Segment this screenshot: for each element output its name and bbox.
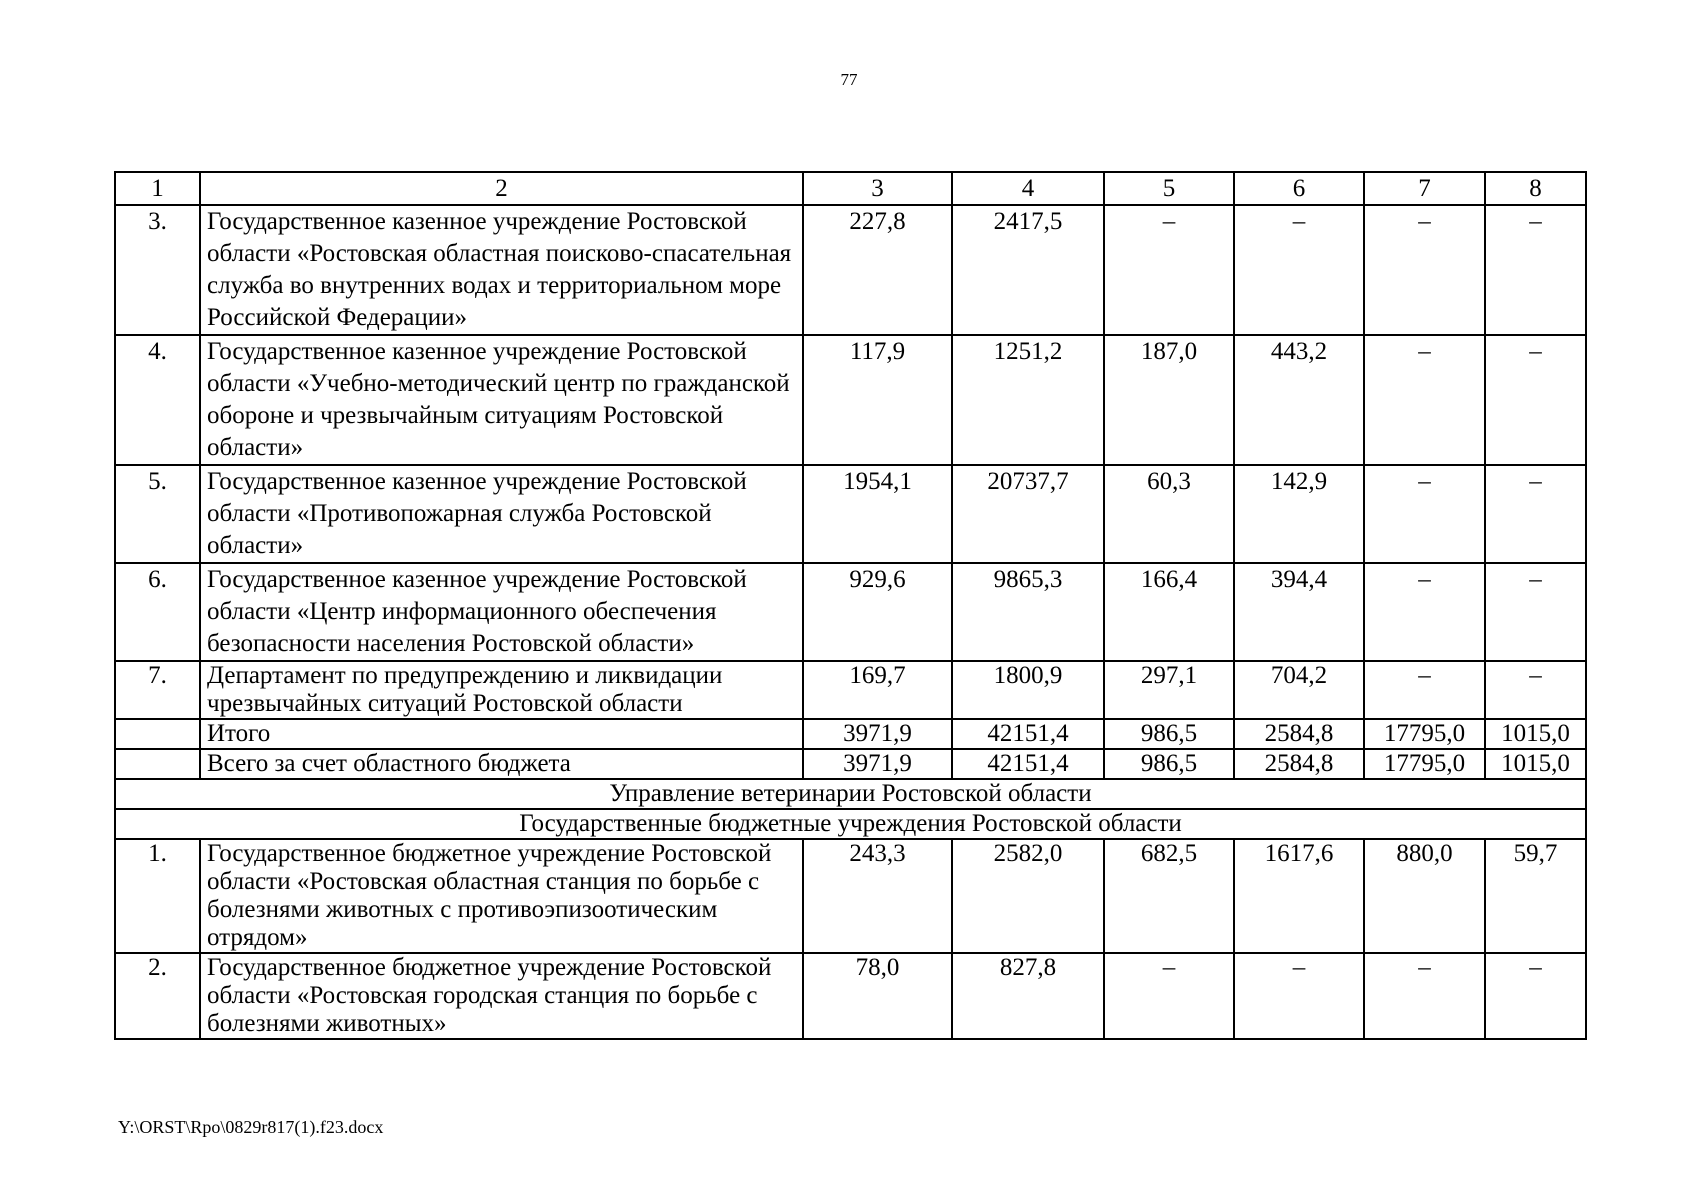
- row-number: 4.: [115, 335, 200, 465]
- value-col-5: –: [1104, 205, 1234, 335]
- value-col-3: 243,3: [803, 839, 952, 953]
- value-col-6: 704,2: [1234, 661, 1364, 719]
- value-col-5: 60,3: [1104, 465, 1234, 563]
- column-number-6: 6: [1234, 172, 1364, 205]
- value-col-4: 2582,0: [952, 839, 1104, 953]
- column-number-5: 5: [1104, 172, 1234, 205]
- value-col-3: 78,0: [803, 953, 952, 1039]
- value-col-3: 3971,9: [803, 749, 952, 779]
- column-number-4: 4: [952, 172, 1104, 205]
- value-col-4: 2417,5: [952, 205, 1104, 335]
- value-col-6: 142,9: [1234, 465, 1364, 563]
- value-col-8: –: [1485, 465, 1586, 563]
- row-number: 2.: [115, 953, 200, 1039]
- value-col-8: –: [1485, 205, 1586, 335]
- table-row: [115, 839, 1586, 953]
- value-col-6: 443,2: [1234, 335, 1364, 465]
- value-col-4: 42151,4: [952, 749, 1104, 779]
- value-col-3: 169,7: [803, 661, 952, 719]
- column-number-8: 8: [1485, 172, 1586, 205]
- total-label: Всего за счет областного бюджета: [200, 749, 803, 779]
- table-row: [115, 205, 1586, 335]
- row-number: 3.: [115, 205, 200, 335]
- value-col-5: 166,4: [1104, 563, 1234, 661]
- value-col-7: 17795,0: [1364, 719, 1485, 749]
- value-col-7: –: [1364, 563, 1485, 661]
- value-col-4: 827,8: [952, 953, 1104, 1039]
- value-col-8: 59,7: [1485, 839, 1586, 953]
- value-col-3: 227,8: [803, 205, 952, 335]
- value-col-4: 1800,9: [952, 661, 1104, 719]
- value-col-6: 2584,8: [1234, 749, 1364, 779]
- row-number: 7.: [115, 661, 200, 719]
- row-number: [115, 749, 200, 779]
- value-col-7: –: [1364, 205, 1485, 335]
- section-row: [115, 779, 1586, 809]
- value-col-4: 20737,7: [952, 465, 1104, 563]
- row-number: 6.: [115, 563, 200, 661]
- table-row: [115, 335, 1586, 465]
- table-row: [115, 465, 1586, 563]
- row-number: 1.: [115, 839, 200, 953]
- section-title: Управление ветеринарии Ростовской области: [115, 779, 1586, 809]
- value-col-8: 1015,0: [1485, 749, 1586, 779]
- value-col-8: –: [1485, 563, 1586, 661]
- column-number-2: 2: [200, 172, 803, 205]
- budget-table: [114, 171, 1587, 1040]
- institution-name: Департамент по предупреждению и ликвидации чрезвычайных ситуаций Ростовской области: [200, 661, 803, 719]
- document-file-path: Y:\ORST\Rpo\0829r817(1).f23.docx: [118, 1117, 384, 1137]
- table-row: [115, 563, 1586, 661]
- column-number-header-row: [115, 172, 1586, 205]
- institution-name: Государственное бюджетное учреждение Ростовской области «Ростовская областная станция по борьбе с болезнями животных с противоэпизоотическим отрядом»: [200, 839, 803, 953]
- value-col-5: 986,5: [1104, 749, 1234, 779]
- value-col-6: 2584,8: [1234, 719, 1364, 749]
- value-col-6: –: [1234, 205, 1364, 335]
- institution-name: Государственное казенное учреждение Ростовской области «Противопожарная служба Ростовской области»: [200, 465, 803, 563]
- value-col-5: 682,5: [1104, 839, 1234, 953]
- value-col-8: 1015,0: [1485, 719, 1586, 749]
- row-number: [115, 719, 200, 749]
- value-col-8: –: [1485, 335, 1586, 465]
- institution-name: Государственное казенное учреждение Ростовской области «Центр информационного обеспечения безопасности населения Ростовской области»: [200, 563, 803, 661]
- table-row: [115, 953, 1586, 1039]
- institution-name: Государственное казенное учреждение Ростовской области «Ростовская областная поисково-спасательная служба во внутренних водах и территориальном море Российской Федерации»: [200, 205, 803, 335]
- value-col-7: 17795,0: [1364, 749, 1485, 779]
- value-col-5: 187,0: [1104, 335, 1234, 465]
- value-col-3: 1954,1: [803, 465, 952, 563]
- column-number-3: 3: [803, 172, 952, 205]
- subsection-title: Государственные бюджетные учреждения Ростовской области: [115, 809, 1586, 839]
- value-col-7: –: [1364, 661, 1485, 719]
- value-col-8: –: [1485, 953, 1586, 1039]
- value-col-7: –: [1364, 953, 1485, 1039]
- institution-name: Государственное казенное учреждение Ростовской области «Учебно-методический центр по гражданской обороне и чрезвычайным ситуациям Ростовской области»: [200, 335, 803, 465]
- total-row: [115, 749, 1586, 779]
- value-col-7: –: [1364, 335, 1485, 465]
- section-row: [115, 809, 1586, 839]
- value-col-6: 1617,6: [1234, 839, 1364, 953]
- value-col-3: 117,9: [803, 335, 952, 465]
- value-col-4: 42151,4: [952, 719, 1104, 749]
- value-col-8: –: [1485, 661, 1586, 719]
- value-col-6: 394,4: [1234, 563, 1364, 661]
- row-number: 5.: [115, 465, 200, 563]
- value-col-7: 880,0: [1364, 839, 1485, 953]
- value-col-4: 1251,2: [952, 335, 1104, 465]
- value-col-3: 3971,9: [803, 719, 952, 749]
- value-col-6: –: [1234, 953, 1364, 1039]
- value-col-3: 929,6: [803, 563, 952, 661]
- total-label: Итого: [200, 719, 803, 749]
- value-col-5: 297,1: [1104, 661, 1234, 719]
- page-number: 77: [840, 70, 858, 89]
- value-col-5: –: [1104, 953, 1234, 1039]
- value-col-4: 9865,3: [952, 563, 1104, 661]
- institution-name: Государственное бюджетное учреждение Ростовской области «Ростовская городская станция по борьбе с болезнями животных»: [200, 953, 803, 1039]
- value-col-5: 986,5: [1104, 719, 1234, 749]
- table-row: [115, 661, 1586, 719]
- column-number-1: 1: [115, 172, 200, 205]
- value-col-7: –: [1364, 465, 1485, 563]
- column-number-7: 7: [1364, 172, 1485, 205]
- total-row: [115, 719, 1586, 749]
